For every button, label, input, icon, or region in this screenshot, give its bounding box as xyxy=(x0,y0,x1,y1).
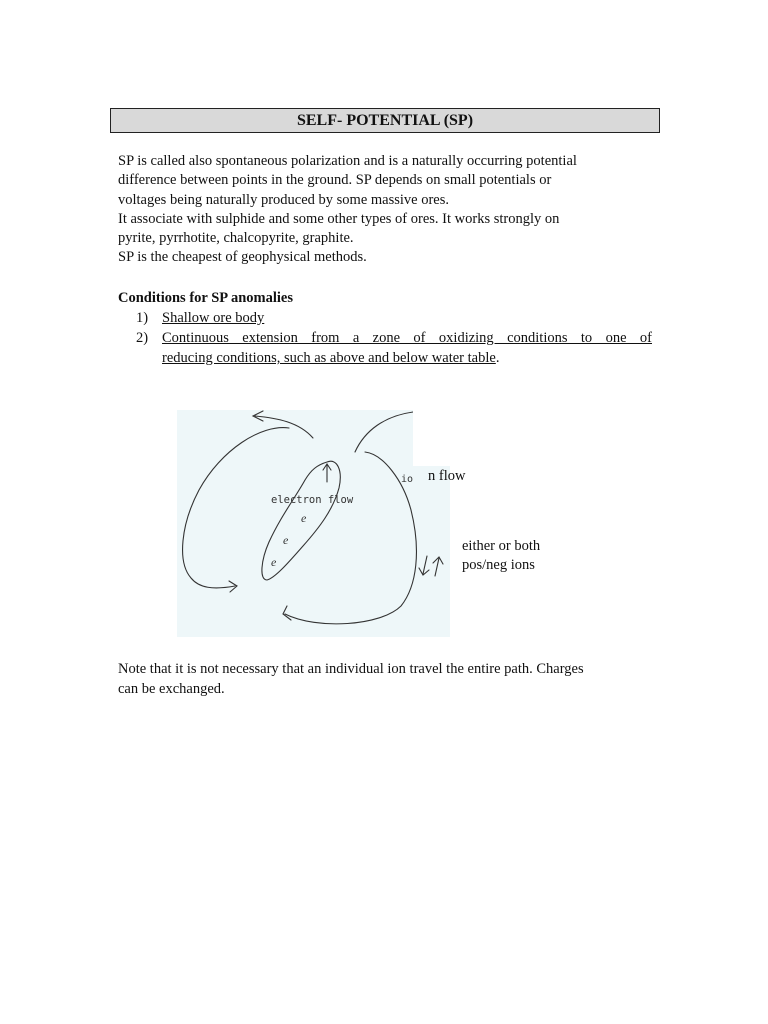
note-paragraph xyxy=(118,659,658,699)
conditions-heading: Conditions for SP anomalies xyxy=(118,290,293,306)
electron-symbol: e xyxy=(301,511,307,525)
ion-flow-label: n flow xyxy=(428,468,466,484)
ions-label-line2: pos/neg ions xyxy=(462,557,535,573)
note-line: can be exchanged. xyxy=(118,681,225,697)
list-number: 1) xyxy=(136,310,149,326)
flow-diagram xyxy=(177,410,450,637)
intro-line: It associate with sulphide and some other types of ores. It works strongly on xyxy=(118,210,560,227)
ion-flow-label-fragment: io xyxy=(401,474,414,485)
list-text-line: reducing conditions, such as above and below water table. xyxy=(162,350,500,366)
intro-line: pyrite, pyrrhotite, chalcopyrite, graphite. xyxy=(118,230,354,247)
intro-line: SP is the cheapest of geophysical methods. xyxy=(118,249,367,266)
list-text: Continuous extension from a zone of oxidizing conditions to one of xyxy=(162,330,652,346)
page-title: SELF- POTENTIAL (SP) xyxy=(110,108,660,133)
note-line: Note that it is not necessary that an individual ion travel the entire path. Charges xyxy=(118,661,584,677)
intro-line: SP is called also spontaneous polarization and is a naturally occurring potential xyxy=(118,153,577,169)
electron-symbol: e xyxy=(271,555,277,569)
intro-line: voltages being naturally produced by some massive ores. xyxy=(118,191,450,208)
list-number: 2) xyxy=(136,330,149,346)
intro-paragraph xyxy=(118,152,658,268)
list-text: Shallow ore body xyxy=(162,310,265,326)
ions-label-line1: either or both xyxy=(462,538,541,554)
figure-cutout xyxy=(413,410,450,466)
electron-symbol: e xyxy=(283,533,289,547)
electron-flow-figure xyxy=(177,410,450,637)
intro-line: difference between points in the ground. SP depends on small potentials or xyxy=(118,172,552,189)
electron-flow-label: electron flow xyxy=(271,494,354,506)
